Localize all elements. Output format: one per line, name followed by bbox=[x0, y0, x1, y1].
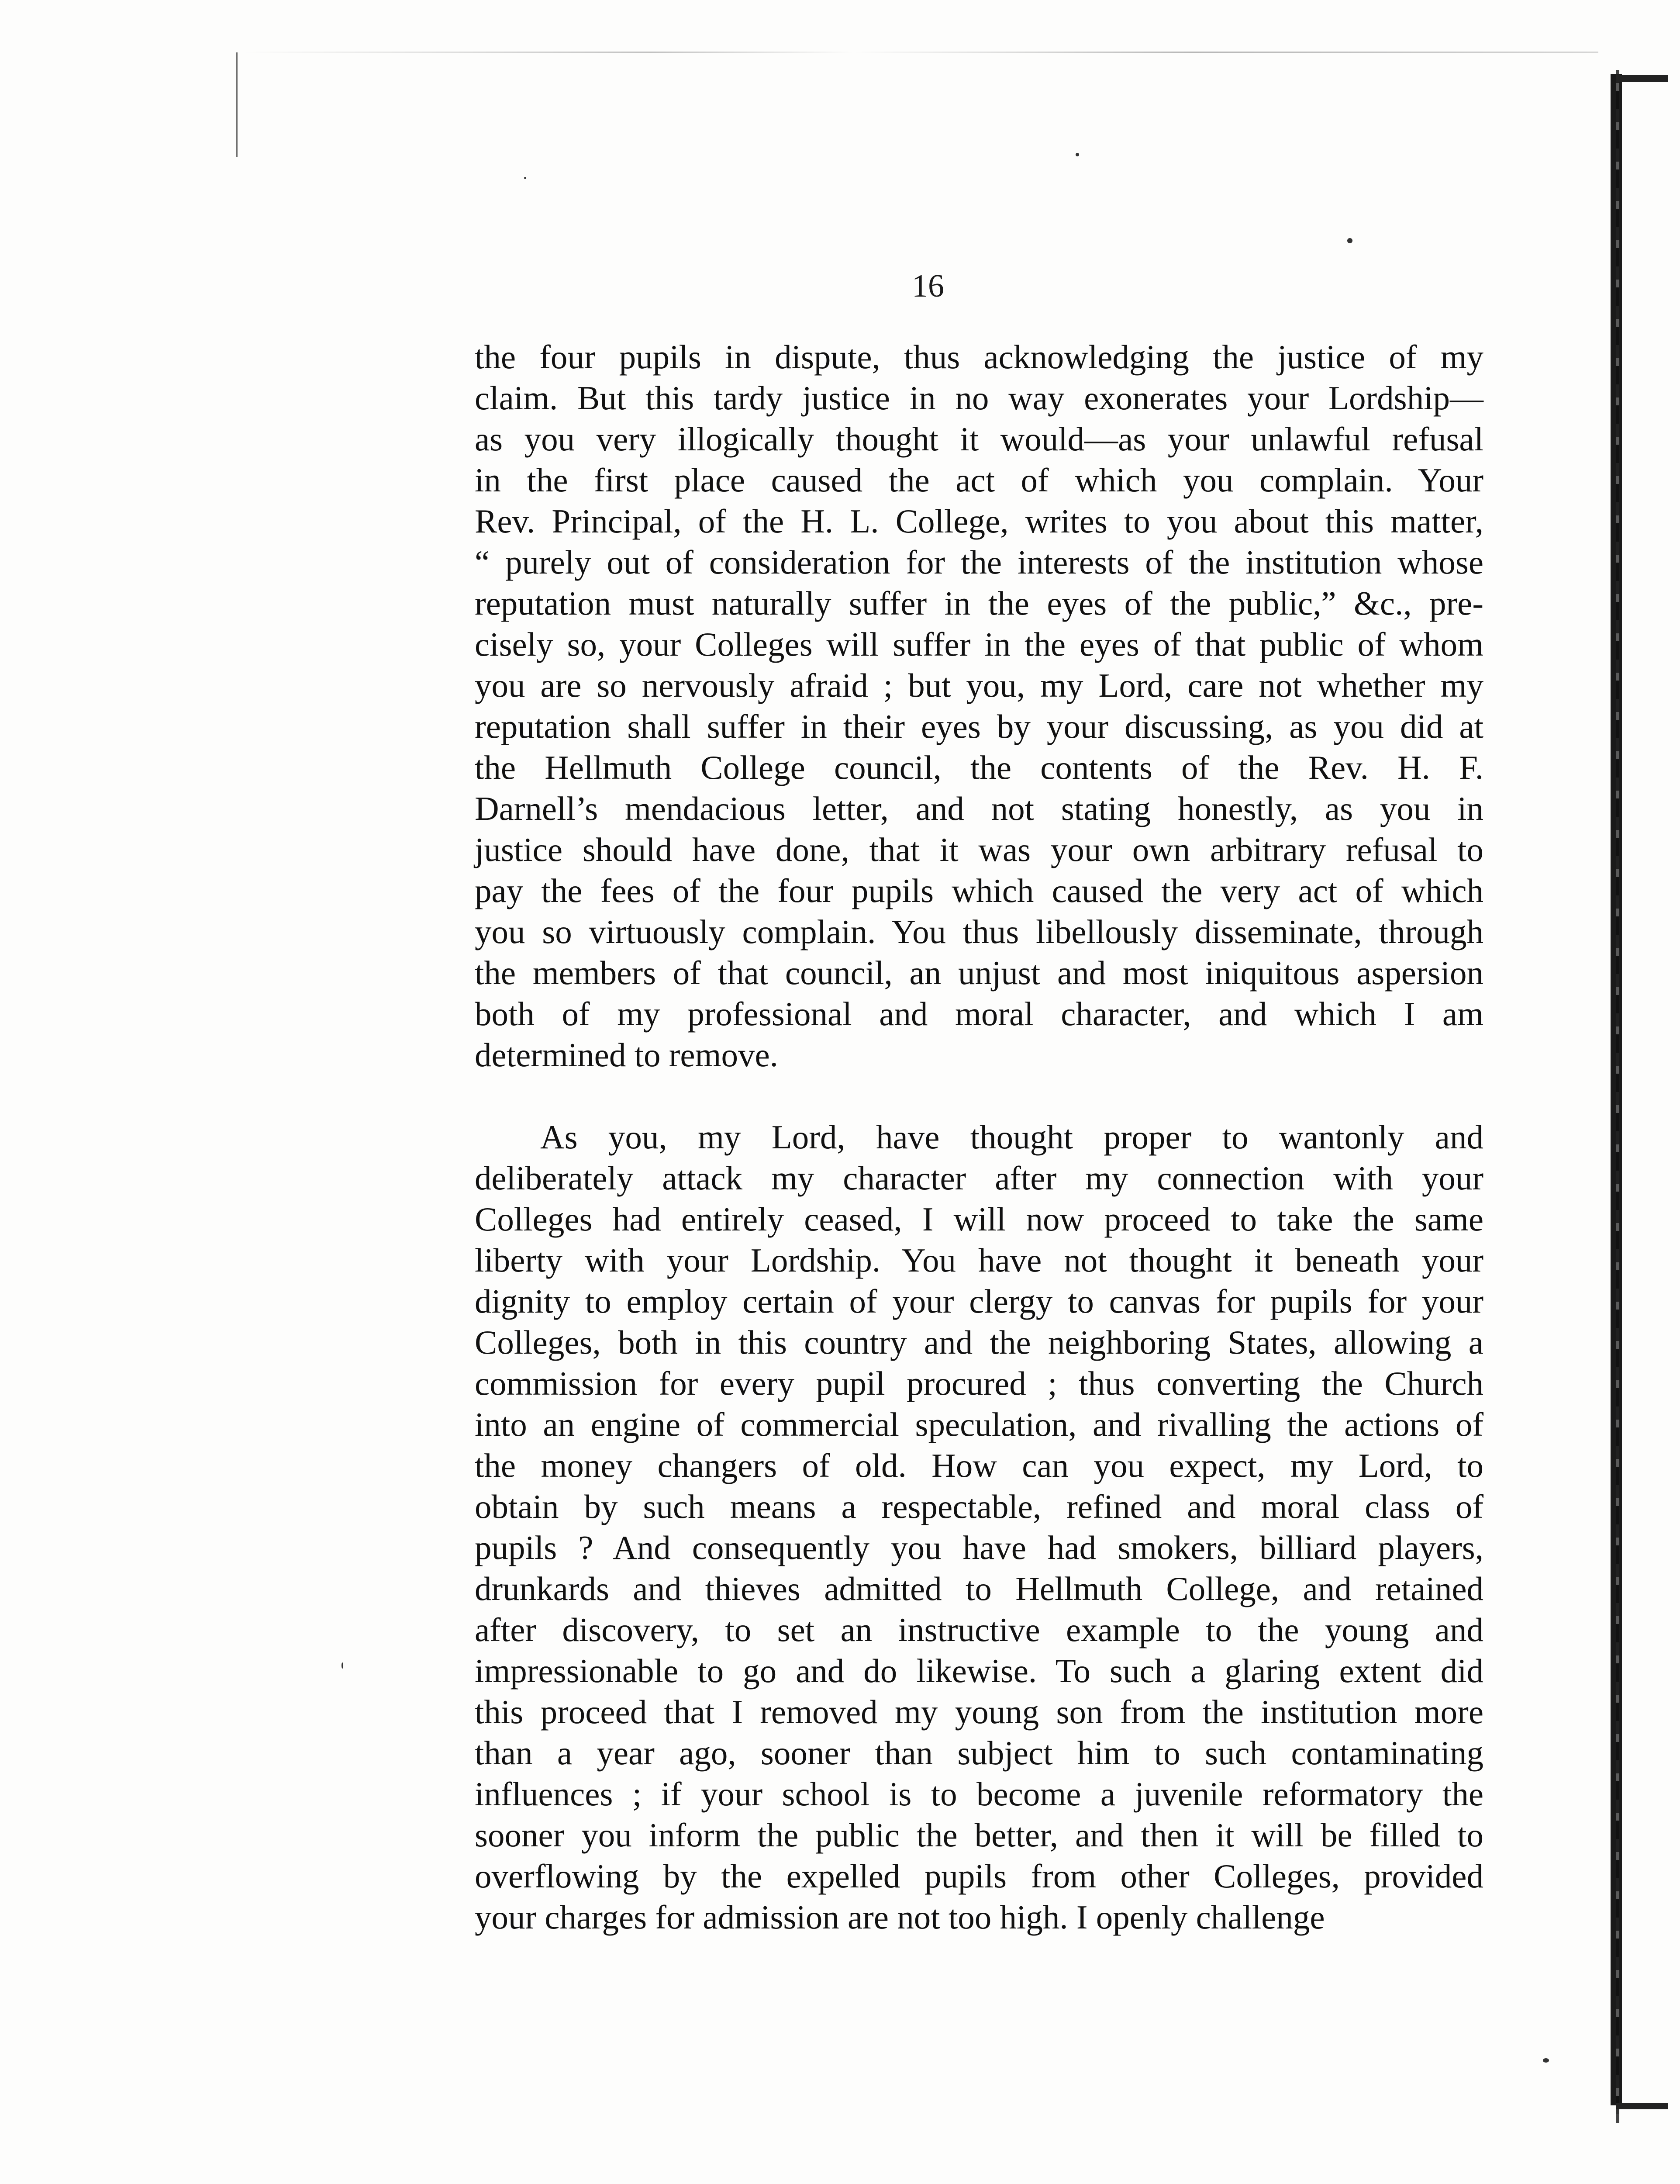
text-line: you so virtuously complain. You thus libellously disseminate, through bbox=[475, 913, 1483, 950]
text-line: Darnell’s mendacious letter, and not stating honestly, as you in bbox=[475, 790, 1483, 827]
scan-edge-corner-top bbox=[1616, 75, 1668, 82]
text-line: “ purely out of consideration for the interests of the institution whose bbox=[475, 543, 1483, 581]
paragraph bbox=[475, 336, 1483, 1075]
text-line: dignity to employ certain of your clergy to canvas for pupils for your bbox=[475, 1282, 1483, 1320]
text-line: obtain by such means a respectable, refined and moral class of bbox=[475, 1488, 1483, 1525]
paragraph bbox=[475, 1116, 1483, 1938]
text-line: in the first place caused the act of which you complain. Your bbox=[475, 461, 1483, 499]
text-line: cisely so, your Colleges will suffer in the eyes of that public of whom bbox=[475, 625, 1483, 663]
text-line: into an engine of commercial speculation, and rivalling the actions of bbox=[475, 1406, 1483, 1443]
scan-speck bbox=[524, 177, 526, 179]
text-line: after discovery, to set an instructive example to the young and bbox=[475, 1611, 1483, 1648]
text-line: you are so nervously afraid ; but you, my Lord, care not whether my bbox=[475, 667, 1483, 704]
text-line: As you, my Lord, have thought proper to wantonly and bbox=[540, 1118, 1483, 1156]
text-line: justice should have done, that it was your own arbitrary refusal to bbox=[475, 831, 1483, 868]
text-line: than a year ago, sooner than subject him to such contaminating bbox=[475, 1734, 1483, 1772]
text-line: both of my professional and moral character, and which I am bbox=[475, 995, 1483, 1033]
scan-edge-left bbox=[236, 52, 238, 157]
text-line: drunkards and thieves admitted to Hellmuth College, and retained bbox=[475, 1570, 1483, 1607]
text-line: determined to remove. bbox=[475, 1036, 778, 1074]
text-line: Rev. Principal, of the H. L. College, writes to you about this matter, bbox=[475, 502, 1483, 540]
text-line: the money changers of old. How can you expect, my Lord, to bbox=[475, 1447, 1483, 1484]
scan-speck bbox=[1543, 2058, 1549, 2063]
text-line: sooner you inform the public the better, and then it will be filled to bbox=[475, 1816, 1483, 1854]
body-text bbox=[475, 336, 1483, 1938]
text-line: the four pupils in dispute, thus acknowledging the justice of my bbox=[475, 338, 1483, 376]
text-line: the Hellmuth College council, the contents of the Rev. H. F. bbox=[475, 749, 1483, 786]
paragraph-gap bbox=[475, 1075, 1483, 1116]
text-line: commission for every pupil procured ; thus converting the Church bbox=[475, 1365, 1483, 1402]
text-line: as you very illogically thought it would—as your unlawful refusal bbox=[475, 420, 1483, 458]
text-line: Colleges, both in this country and the neighboring States, allowing a bbox=[475, 1324, 1483, 1361]
scan-edge-corner-bottom bbox=[1616, 2103, 1668, 2109]
text-line: your charges for admission are not too high. I openly challenge bbox=[475, 1898, 1325, 1936]
text-line: reputation shall suffer in their eyes by your discussing, as you did at bbox=[475, 708, 1483, 745]
text-line: influences ; if your school is to become a juvenile reformatory the bbox=[475, 1775, 1483, 1813]
text-line: impressionable to go and do likewise. To such a glaring extent did bbox=[475, 1652, 1483, 1690]
text-line: the members of that council, an unjust and most iniquitous aspersion bbox=[475, 954, 1483, 992]
scan-edge-top bbox=[245, 52, 1598, 53]
scan-speck bbox=[1076, 153, 1079, 156]
text-line: overflowing by the expelled pupils from other Colleges, provided bbox=[475, 1857, 1483, 1895]
scan-speck bbox=[342, 1662, 343, 1669]
text-line: this proceed that I removed my young son from the institution more bbox=[475, 1693, 1483, 1731]
text-line: liberty with your Lordship. You have not thought it beneath your bbox=[475, 1241, 1483, 1279]
text-line: pay the fees of the four pupils which caused the very act of which bbox=[475, 872, 1483, 909]
text-line: Colleges had entirely ceased, I will now proceed to take the same bbox=[475, 1200, 1483, 1238]
text-line: pupils ? And consequently you have had smokers, billiard players, bbox=[475, 1529, 1483, 1566]
text-line: reputation must naturally suffer in the eyes of the public,” &c., pre- bbox=[475, 584, 1483, 622]
scan-edge-right-texture bbox=[1616, 70, 1619, 2123]
page-number: 16 bbox=[912, 268, 944, 304]
text-line: claim. But this tardy justice in no way exonerates your Lordship— bbox=[475, 379, 1483, 417]
text-line: deliberately attack my character after my connection with your bbox=[475, 1159, 1483, 1197]
scan-speck bbox=[1347, 238, 1352, 243]
